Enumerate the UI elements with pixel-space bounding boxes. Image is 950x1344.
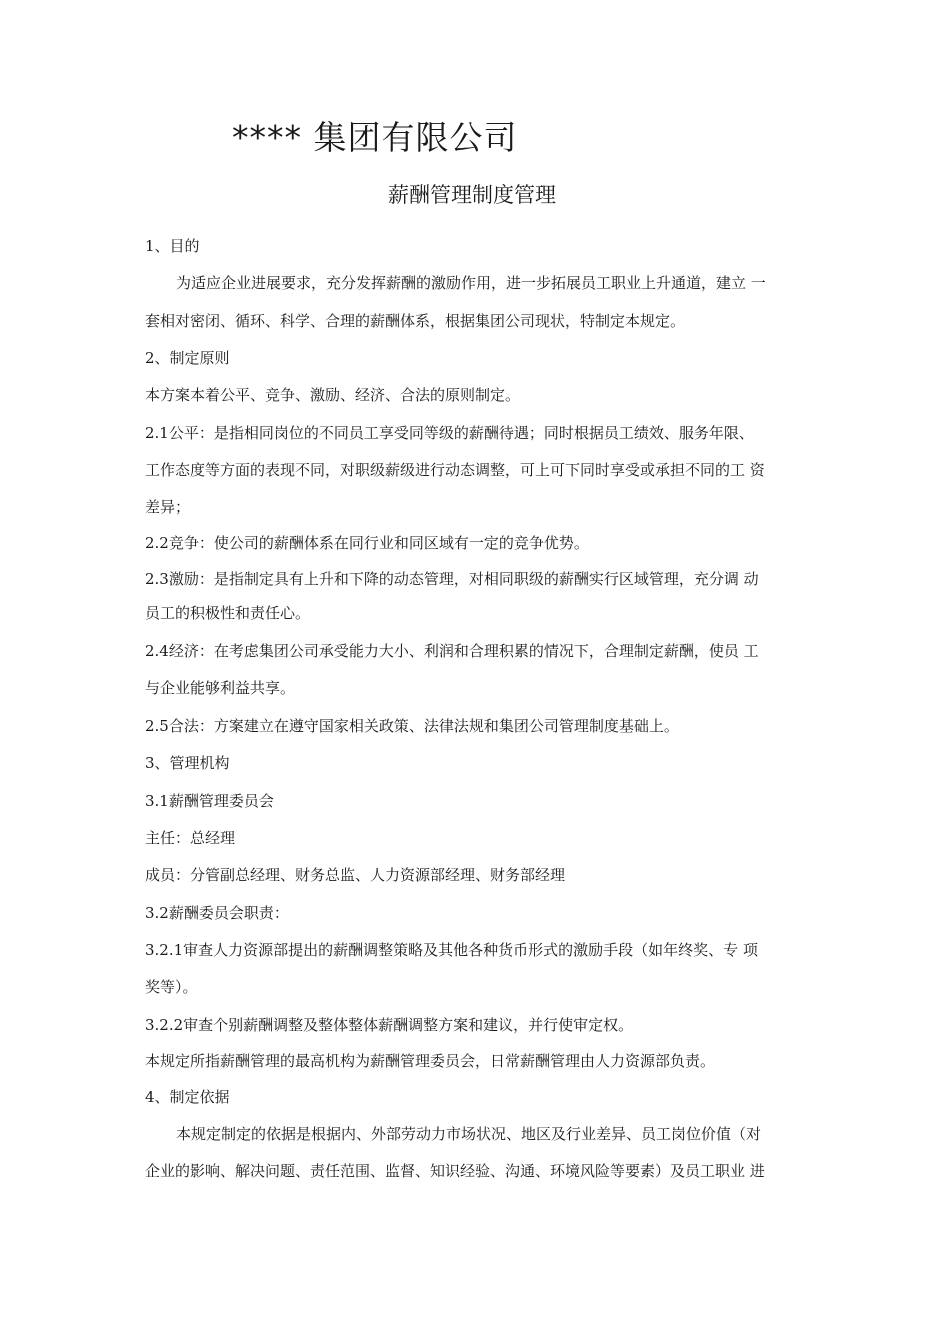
- section-heading: 4、制定依据: [145, 1088, 230, 1106]
- paragraph-line: 本规定制定的依据是根据内、外部劳动力市场状况、地区及行业差异、员工岗位价值（对: [176, 1125, 762, 1143]
- paragraph-line: 为适应企业进展要求，充分发挥薪酬的激励作用，进一步拓展员工职业上升通道，建立 一: [176, 274, 766, 292]
- paragraph-line: 主任：总经理: [145, 829, 236, 847]
- subsection-heading: 3.1薪酬管理委员会: [145, 792, 274, 810]
- paragraph-line: 3.2.2审查个别薪酬调整及整体整体薪酬调整方案和建议，并行使审定权。: [145, 1016, 634, 1034]
- paragraph-line: 本方案本着公平、竞争、激励、经济、合法的原则制定。: [145, 386, 521, 404]
- section-heading: 1、目的: [145, 237, 200, 255]
- section-heading: 2、制定原则: [145, 349, 230, 367]
- paragraph-line: 3.2.1审查人力资源部提出的薪酬调整策略及其他各种货币形式的激励手段（如年终奖、专 项: [145, 941, 758, 959]
- paragraph-line: 差异；: [145, 498, 191, 516]
- paragraph-line: 本规定所指薪酬管理的最高机构为薪酬管理委员会，日常薪酬管理由人力资源部负责。: [145, 1052, 716, 1070]
- paragraph-line: 员工的积极性和责任心。: [145, 604, 311, 622]
- paragraph-line: 2.5合法：方案建立在遵守国家相关政策、法律法规和集团公司管理制度基础上。: [145, 717, 679, 735]
- paragraph-line: 与企业能够利益共享。: [145, 679, 296, 697]
- company-name: **** 集团有限公司: [232, 118, 518, 157]
- document-title: 薪酬管理制度管理: [388, 183, 556, 207]
- paragraph-line: 工作态度等方面的表现不同，对职级薪级进行动态调整，可上可下同时享受或承担不同的工 资: [145, 461, 765, 479]
- subsection-heading: 3.2薪酬委员会职责：: [145, 904, 289, 922]
- paragraph-line: 2.2竞争：使公司的薪酬体系在同行业和同区域有一定的竞争优势。: [145, 534, 589, 552]
- paragraph-line: 2.4经济：在考虑集团公司承受能力大小、利润和合理积累的情况下，合理制定薪酬，使员 工: [145, 642, 759, 660]
- paragraph-line: 奖等）。: [145, 978, 198, 996]
- paragraph-line: 企业的影响、解决问题、责任范围、监督、知识经验、沟通、环境风险等要素）及员工职业 进: [145, 1162, 765, 1180]
- paragraph-line: 2.1公平：是指相同岗位的不同员工享受同等级的薪酬待遇；同时根据员工绩效、服务年限、: [145, 424, 754, 442]
- paragraph-line: 2.3激励：是指制定具有上升和下降的动态管理，对相同职级的薪酬实行区域管理，充分调 动: [145, 570, 759, 588]
- section-heading: 3、管理机构: [145, 754, 230, 772]
- paragraph-line: 套相对密闭、循环、科学、合理的薪酬体系，根据集团公司现状，特制定本规定。: [145, 312, 686, 330]
- paragraph-line: 成员：分管副总经理、财务总监、人力资源部经理、财务部经理: [145, 866, 566, 884]
